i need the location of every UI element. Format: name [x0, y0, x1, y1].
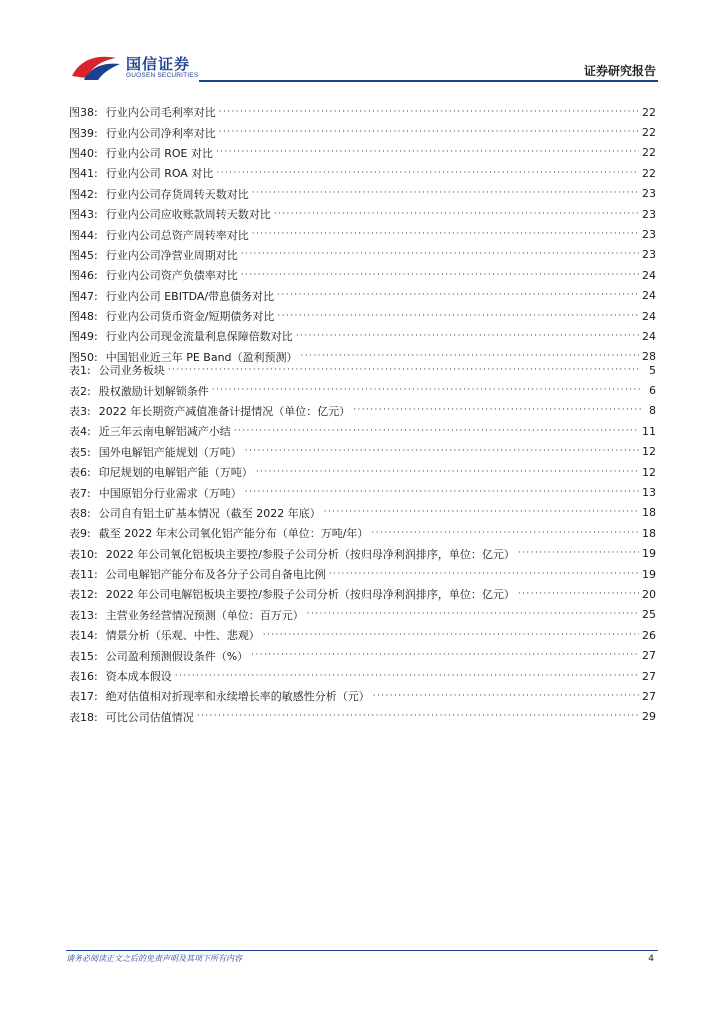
figure-toc-entry[interactable] — [69, 102, 656, 122]
toc-entry-page: 12 — [642, 445, 656, 459]
toc-entry-label: 表3: — [69, 404, 91, 418]
toc-entry-label: 表16: — [69, 670, 98, 684]
toc-entry-label: 图42: — [69, 187, 98, 201]
toc-dot-leader — [234, 427, 639, 436]
toc-entry-title: 行业内公司净营业周期对比 — [105, 248, 238, 262]
toc-dot-leader — [518, 549, 639, 558]
toc-entry-title: 行业内公司应收账款周转天数对比 — [105, 208, 271, 222]
toc-entry-title: 股权激励计划解锁条件 — [98, 384, 209, 398]
table-toc-entry[interactable] — [69, 360, 656, 380]
toc-dot-leader — [256, 468, 639, 477]
toc-entry-page: 23 — [642, 228, 656, 242]
toc-dot-leader — [197, 712, 639, 721]
table-toc-entry[interactable] — [69, 707, 656, 727]
toc-entry-label: 图43: — [69, 208, 98, 222]
toc-entry-title: 资本成本假设 — [105, 670, 172, 684]
toc-dot-leader — [252, 189, 639, 198]
toc-entry-page: 18 — [642, 506, 656, 520]
toc-dot-leader — [219, 108, 639, 117]
toc-dot-leader — [241, 250, 639, 259]
table-toc-entry[interactable] — [69, 666, 656, 686]
toc-entry-title: 公司电解铝产能分布及各分子公司自备电比例 — [105, 568, 326, 582]
toc-entry-page: 22 — [642, 146, 656, 160]
toc-dot-leader — [216, 169, 639, 178]
toc-entry-page: 19 — [642, 547, 656, 561]
toc-dot-leader — [219, 128, 639, 137]
toc-entry-title: 行业内公司 ROE 对比 — [105, 146, 213, 160]
toc-entry-label: 图47: — [69, 289, 98, 303]
toc-dot-leader — [324, 508, 639, 517]
toc-entry-page: 8 — [649, 404, 656, 418]
page-header — [0, 0, 724, 84]
toc-dot-leader — [241, 271, 639, 280]
toc-entry-label: 表1: — [69, 364, 91, 378]
table-toc-entry[interactable] — [69, 380, 656, 400]
footer-divider — [66, 950, 658, 951]
toc-entry-page: 24 — [642, 329, 656, 343]
toc-entry-title: 2022 年长期资产减值准备计提情况（单位：亿元） — [98, 404, 351, 418]
toc-entry-page: 23 — [642, 207, 656, 221]
toc-dot-leader — [251, 651, 639, 660]
toc-entry-label: 图48: — [69, 310, 98, 324]
toc-entry-page: 24 — [642, 268, 656, 282]
table-toc-entry[interactable] — [69, 564, 656, 584]
figure-toc-entry[interactable] — [69, 204, 656, 224]
toc-entry-page: 23 — [642, 187, 656, 201]
table-toc-entry[interactable] — [69, 523, 656, 543]
toc-entry-title: 可比公司估值情况 — [105, 710, 194, 724]
toc-entry-title: 公司业务板块 — [98, 364, 165, 378]
toc-entry-label: 图49: — [69, 330, 98, 344]
toc-entry-page: 28 — [642, 350, 656, 364]
toc-dot-leader — [371, 529, 639, 538]
toc-entry-label: 表13: — [69, 608, 98, 622]
toc-entry-title: 中国原铝分行业需求（万吨） — [98, 486, 242, 500]
table-toc-entry[interactable] — [69, 584, 656, 604]
toc-entry-page: 20 — [642, 587, 656, 601]
figure-toc-entry[interactable] — [69, 224, 656, 244]
toc-entry-page: 12 — [642, 465, 656, 479]
toc-entry-page: 24 — [642, 289, 656, 303]
toc-entry-label: 表14: — [69, 629, 98, 643]
toc-entry-title: 行业内公司毛利率对比 — [105, 106, 216, 120]
logo-chinese-name: 国信证券 — [126, 55, 191, 73]
toc-entry-title: 截至 2022 年末公司氧化铝产能分布（单位：万吨/年） — [98, 527, 369, 541]
table-toc-entry[interactable] — [69, 686, 656, 706]
toc-entry-label: 图50: — [69, 350, 98, 364]
figure-toc-entry[interactable] — [69, 163, 656, 183]
table-toc-entry[interactable] — [69, 645, 656, 665]
toc-dot-leader — [277, 312, 639, 321]
toc-entry-title: 近三年云南电解铝减产小结 — [98, 425, 231, 439]
toc-entry-page: 27 — [642, 669, 656, 683]
toc-entry-label: 表5: — [69, 445, 91, 459]
toc-entry-title: 中国铝业近三年 PE Band（盈利预测） — [105, 350, 298, 364]
figure-toc-entry[interactable] — [69, 184, 656, 204]
toc-dot-leader — [277, 291, 639, 300]
toc-dot-leader — [329, 570, 639, 579]
toc-entry-page: 19 — [642, 567, 656, 581]
toc-entry-label: 图45: — [69, 248, 98, 262]
toc-entry-title: 行业内公司存货周转天数对比 — [105, 187, 249, 201]
toc-entry-label: 表6: — [69, 466, 91, 480]
toc-dot-leader — [212, 386, 641, 395]
table-toc-entry[interactable] — [69, 605, 656, 625]
toc-entry-title: 主营业务经营情况预测（单位：百万元） — [105, 608, 304, 622]
toc-entry-title: 行业内公司总资产周转率对比 — [105, 228, 249, 242]
toc-dot-leader — [252, 230, 639, 239]
table-toc-list — [69, 360, 656, 727]
guosen-logo-icon — [70, 50, 122, 82]
toc-entry-label: 表7: — [69, 486, 91, 500]
toc-entry-page: 6 — [649, 384, 656, 398]
table-toc-entry[interactable] — [69, 625, 656, 645]
toc-entry-page: 29 — [642, 710, 656, 724]
footer-disclaimer: 请务必阅读正文之后的免责声明及其项下所有内容 — [66, 954, 242, 963]
figure-toc-entry[interactable] — [69, 122, 656, 142]
toc-entry-page: 25 — [642, 608, 656, 622]
toc-entry-label: 图40: — [69, 146, 98, 160]
header-divider — [199, 80, 658, 82]
report-type-label: 证券研究报告 — [583, 64, 656, 78]
toc-entry-label: 表10: — [69, 547, 98, 561]
toc-entry-label: 表15: — [69, 649, 98, 663]
toc-entry-page: 18 — [642, 526, 656, 540]
toc-entry-label: 图39: — [69, 126, 98, 140]
toc-entry-label: 表4: — [69, 425, 91, 439]
toc-entry-title: 行业内公司净利率对比 — [105, 126, 216, 140]
table-toc-entry[interactable] — [69, 421, 656, 441]
toc-entry-page: 26 — [642, 628, 656, 642]
toc-entry-label: 表18: — [69, 710, 98, 724]
toc-entry-page: 23 — [642, 248, 656, 262]
figure-toc-entry[interactable] — [69, 265, 656, 285]
toc-entry-title: 公司自有铝土矿基本情况（截至 2022 年底） — [98, 506, 321, 520]
toc-entry-page: 22 — [642, 105, 656, 119]
toc-dot-leader — [296, 332, 639, 341]
table-toc-entry[interactable] — [69, 503, 656, 523]
toc-entry-label: 表2: — [69, 384, 91, 398]
toc-entry-title: 2022 年公司电解铝板块主要控/参股子公司分析（按归母净利润排序，单位：亿元） — [105, 588, 515, 602]
toc-entry-title: 印尼规划的电解铝产能（万吨） — [98, 466, 253, 480]
toc-entry-label: 表11: — [69, 568, 98, 582]
toc-entry-label: 表17: — [69, 690, 98, 704]
figure-toc-entry[interactable] — [69, 245, 656, 265]
toc-entry-label: 图44: — [69, 228, 98, 242]
toc-dot-leader — [353, 406, 641, 415]
table-toc-entry[interactable] — [69, 544, 656, 564]
toc-entry-page: 13 — [642, 486, 656, 500]
toc-dot-leader — [168, 366, 641, 375]
figure-toc-entry[interactable] — [69, 286, 656, 306]
toc-entry-title: 行业内公司现金流量利息保障倍数对比 — [105, 330, 293, 344]
toc-entry-page: 22 — [642, 166, 656, 180]
toc-dot-leader — [245, 488, 639, 497]
toc-entry-title: 行业内公司 ROA 对比 — [105, 167, 214, 181]
toc-dot-leader — [245, 447, 639, 456]
toc-entry-title: 2022 年公司氧化铝板块主要控/参股子公司分析（按归母净利润排序，单位：亿元） — [105, 547, 515, 561]
toc-entry-label: 图41: — [69, 167, 98, 181]
logo-english-name: GUOSEN SECURITIES — [126, 72, 199, 79]
toc-dot-leader — [274, 210, 639, 219]
table-toc-entry[interactable] — [69, 462, 656, 482]
figure-toc-list — [69, 102, 656, 367]
figure-toc-entry[interactable] — [69, 306, 656, 326]
table-toc-entry[interactable] — [69, 401, 656, 421]
toc-entry-page: 24 — [642, 309, 656, 323]
page-number: 4 — [648, 954, 654, 964]
toc-entry-label: 表8: — [69, 506, 91, 520]
toc-entry-title: 公司盈利预测假设条件（%） — [105, 649, 249, 663]
toc-dot-leader — [263, 631, 639, 640]
toc-entry-title: 国外电解铝产能规划（万吨） — [98, 445, 242, 459]
toc-entry-title: 情景分析（乐观、中性、悲观） — [105, 629, 260, 643]
figure-toc-entry[interactable] — [69, 143, 656, 163]
toc-entry-page: 11 — [642, 424, 656, 438]
toc-dot-leader — [216, 148, 639, 157]
toc-entry-label: 表12: — [69, 588, 98, 602]
toc-entry-label: 图46: — [69, 269, 98, 283]
toc-entry-page: 27 — [642, 689, 656, 703]
table-toc-entry[interactable] — [69, 482, 656, 502]
toc-entry-page: 5 — [649, 363, 656, 377]
toc-entry-label: 图38: — [69, 106, 98, 120]
toc-entry-page: 27 — [642, 649, 656, 663]
figure-toc-entry[interactable] — [69, 326, 656, 346]
toc-dot-leader — [518, 590, 639, 599]
toc-entry-label: 表9: — [69, 527, 91, 541]
toc-entry-title: 行业内公司货币资金/短期债务对比 — [105, 310, 275, 324]
toc-entry-title: 行业内公司 EBITDA/带息债务对比 — [105, 289, 275, 303]
table-toc-entry[interactable] — [69, 442, 656, 462]
toc-dot-leader — [373, 692, 639, 701]
toc-dot-leader — [307, 610, 639, 619]
toc-entry-title: 行业内公司资产负债率对比 — [105, 269, 238, 283]
toc-dot-leader — [175, 672, 639, 681]
toc-entry-title: 绝对估值相对折现率和永续增长率的敏感性分析（元） — [105, 690, 370, 704]
toc-entry-page: 22 — [642, 126, 656, 140]
